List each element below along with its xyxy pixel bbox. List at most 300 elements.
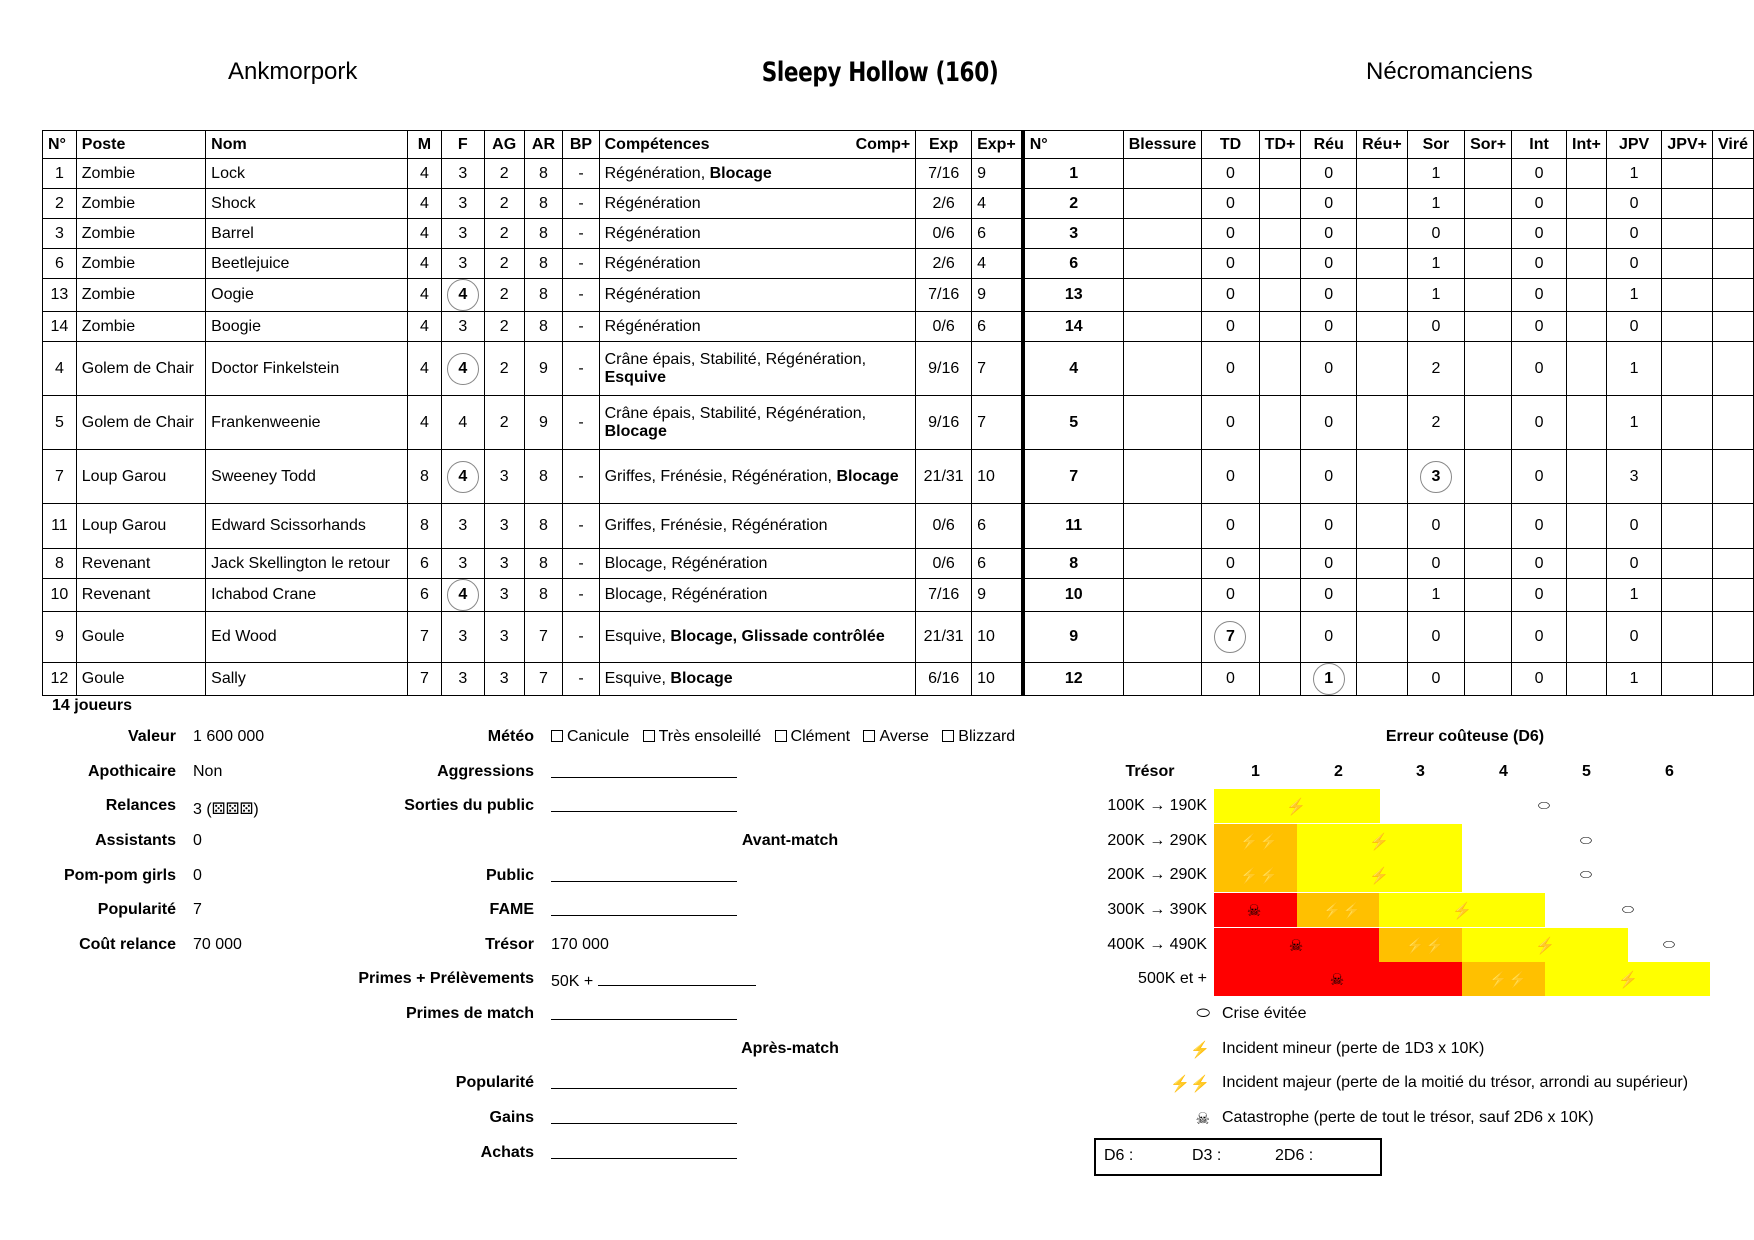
cell-int-plus bbox=[1567, 249, 1607, 279]
cell-sor-plus bbox=[1465, 663, 1512, 696]
cell-exp-value: 2/6 bbox=[932, 194, 955, 212]
cell-competences bbox=[599, 279, 916, 312]
cell-ar bbox=[524, 159, 563, 189]
gains-field[interactable] bbox=[551, 1109, 737, 1124]
cell-bp-value: - bbox=[578, 317, 584, 335]
cell-exp bbox=[916, 279, 972, 312]
cell-blessure bbox=[1123, 504, 1202, 549]
cell-jpv bbox=[1606, 663, 1661, 696]
dice-col-header: 2 bbox=[1334, 763, 1343, 780]
cell-jpv-value: 1 bbox=[1629, 286, 1639, 303]
cell-vire bbox=[1713, 189, 1754, 219]
primes-value: 50K + bbox=[551, 973, 594, 990]
cell-exp-plus-value: 4 bbox=[977, 254, 986, 272]
cell-sor-value: 0 bbox=[1431, 317, 1441, 335]
assistants-label: Assistants bbox=[95, 832, 176, 849]
popularite2-label: Popularité bbox=[455, 1074, 534, 1091]
cell-exp bbox=[916, 612, 972, 663]
cell-sor-plus bbox=[1465, 396, 1512, 450]
meteo-options bbox=[551, 728, 1015, 746]
meteo-label: Météo bbox=[487, 728, 534, 745]
cell-m bbox=[408, 279, 442, 312]
cell-reu-plus bbox=[1357, 219, 1408, 249]
cell-int-plus bbox=[1567, 342, 1607, 396]
cell-bp bbox=[563, 396, 599, 450]
cell-vire bbox=[1713, 612, 1754, 663]
cell-ag-value: 2 bbox=[499, 286, 509, 303]
competences-text: Régénération bbox=[604, 224, 701, 242]
cell-reu-plus bbox=[1357, 189, 1408, 219]
legend-text: Incident majeur (perte de la moitié du trésor, arrondi au supérieur) bbox=[1222, 1074, 1689, 1091]
cell-int bbox=[1512, 396, 1567, 450]
cell-n2 bbox=[1023, 450, 1123, 504]
cell-exp-value: 0/6 bbox=[932, 554, 955, 572]
cell-exp-plus bbox=[972, 504, 1023, 549]
cell-td-plus bbox=[1259, 504, 1301, 549]
cell-exp-plus-value: 6 bbox=[977, 317, 986, 335]
cell-n bbox=[43, 663, 77, 696]
cell-exp-plus bbox=[972, 450, 1023, 504]
cell-bp-value: - bbox=[578, 164, 584, 182]
cell-ar-value: 8 bbox=[539, 164, 548, 182]
cell-jpv bbox=[1606, 249, 1661, 279]
cell-td-value: 0 bbox=[1226, 586, 1235, 603]
cloud-icon: ⬭ bbox=[1580, 832, 1592, 848]
cell-m-value: 8 bbox=[419, 467, 429, 485]
cell-bp-value: - bbox=[578, 413, 584, 431]
cell-int bbox=[1512, 159, 1567, 189]
achats-field[interactable] bbox=[551, 1144, 737, 1159]
cell-int-plus bbox=[1567, 312, 1607, 342]
cell-m-value: 8 bbox=[419, 517, 429, 534]
cell-ar-value: 8 bbox=[539, 586, 548, 603]
meteo-option-label: Canicule bbox=[567, 728, 630, 745]
roster-header-row bbox=[43, 131, 1754, 159]
cell-jpv-plus bbox=[1662, 579, 1713, 612]
competences-text: Griffes, Frénésie, Régénération bbox=[604, 467, 828, 485]
cell-int-value: 0 bbox=[1534, 554, 1544, 572]
cell-reu-value: 0 bbox=[1324, 554, 1334, 572]
skull-icon: ☠ bbox=[1329, 972, 1345, 989]
cell-f-value: 3 bbox=[458, 517, 468, 534]
cell-td bbox=[1202, 279, 1259, 312]
col-nom: Nom bbox=[206, 131, 408, 159]
cell-n2 bbox=[1023, 342, 1123, 396]
popularite-value: 7 bbox=[193, 901, 202, 918]
cell-reu-value: 1 bbox=[1313, 663, 1345, 695]
cell-exp-plus bbox=[972, 279, 1023, 312]
cell-jpv bbox=[1606, 342, 1661, 396]
cell-exp-value: 0/6 bbox=[932, 224, 955, 242]
cell-bp-value: - bbox=[578, 286, 584, 303]
fame-field[interactable] bbox=[551, 901, 737, 916]
col-n: N° bbox=[43, 131, 77, 159]
cell-f-value: 3 bbox=[458, 164, 468, 182]
meteo-option-averse[interactable] bbox=[863, 728, 929, 745]
cell-m bbox=[408, 342, 442, 396]
cell-n2 bbox=[1023, 219, 1123, 249]
cell-exp-plus bbox=[972, 219, 1023, 249]
cell-td-value: 0 bbox=[1226, 317, 1235, 335]
table-row bbox=[43, 219, 1754, 249]
cell-n2-value: 5 bbox=[1069, 413, 1079, 431]
cell-sor bbox=[1407, 663, 1464, 696]
cell-jpv-value: 0 bbox=[1629, 224, 1639, 242]
cell-vire bbox=[1713, 249, 1754, 279]
cell-n2-value: 14 bbox=[1064, 317, 1083, 335]
competences-text: Régénération bbox=[604, 194, 701, 212]
cell-bp bbox=[563, 219, 599, 249]
cell-bp bbox=[563, 450, 599, 504]
cell-jpv-plus bbox=[1662, 189, 1713, 219]
cell-int-value: 0 bbox=[1534, 317, 1544, 335]
cell-exp-plus bbox=[972, 312, 1023, 342]
cell-td-plus bbox=[1259, 189, 1301, 219]
cell-jpv-value: 0 bbox=[1629, 554, 1639, 572]
cell-reu-plus bbox=[1357, 159, 1408, 189]
cell-int bbox=[1512, 342, 1567, 396]
primes-field[interactable] bbox=[598, 971, 756, 986]
meteo-option-label: Averse bbox=[879, 728, 929, 745]
cell-nom bbox=[206, 612, 408, 663]
cell-nom-value: Oogie bbox=[211, 286, 254, 303]
cell-bp bbox=[563, 663, 599, 696]
cell-m bbox=[408, 504, 442, 549]
cell-sor bbox=[1407, 219, 1464, 249]
competences-text: Blocage, Régénération bbox=[604, 586, 768, 603]
apothicaire-value: Non bbox=[193, 763, 223, 780]
cell-bp-value: - bbox=[578, 359, 584, 377]
cell-td-value: 0 bbox=[1226, 194, 1235, 212]
legend-text: Catastrophe (perte de tout le trésor, sauf 2D6 x 10K) bbox=[1222, 1109, 1594, 1126]
cell-reu-value: 0 bbox=[1324, 317, 1334, 335]
competences-text: Régénération bbox=[604, 254, 701, 272]
cell-nom-value: Beetlejuice bbox=[211, 254, 290, 272]
cell-n2 bbox=[1023, 579, 1123, 612]
cell-int-value: 0 bbox=[1534, 467, 1544, 485]
cell-reu-value: 0 bbox=[1324, 164, 1334, 182]
cell-blessure bbox=[1123, 189, 1202, 219]
cell-jpv-value: 1 bbox=[1629, 670, 1639, 687]
cell-ag bbox=[484, 504, 524, 549]
col-vire: Viré bbox=[1713, 131, 1754, 159]
cell-jpv-value: 1 bbox=[1629, 413, 1639, 431]
cell-int bbox=[1512, 312, 1567, 342]
cell-n-value: 6 bbox=[54, 254, 64, 272]
team-race: Nécromanciens bbox=[1366, 58, 1533, 85]
cell-exp bbox=[916, 396, 972, 450]
cell-ag bbox=[484, 312, 524, 342]
cell-jpv bbox=[1606, 159, 1661, 189]
cell-td bbox=[1202, 396, 1259, 450]
cell-ar bbox=[524, 189, 563, 219]
cell-ag-value: 2 bbox=[499, 359, 509, 377]
cell-ag-value: 3 bbox=[499, 554, 509, 572]
cell-jpv bbox=[1606, 450, 1661, 504]
competences-bold: Esquive bbox=[604, 368, 666, 386]
cell-reu bbox=[1301, 249, 1357, 279]
cell-int-value: 0 bbox=[1534, 224, 1544, 242]
cell-ag-value: 3 bbox=[499, 586, 509, 603]
cell-m-value: 6 bbox=[419, 554, 429, 572]
cell-sor-value: 0 bbox=[1431, 670, 1441, 687]
cell-td-value: 7 bbox=[1214, 621, 1246, 653]
aggressions-label: Aggressions bbox=[437, 763, 534, 780]
cell-nom-value: Sweeney Todd bbox=[211, 467, 316, 485]
col-blessure: Blessure bbox=[1123, 131, 1202, 159]
cell-bp-value: - bbox=[578, 517, 584, 534]
cell-m-value: 4 bbox=[419, 359, 429, 377]
cell-td bbox=[1202, 159, 1259, 189]
cell-reu-value: 0 bbox=[1324, 586, 1334, 603]
cell-ag-value: 3 bbox=[499, 628, 509, 645]
cell-competences: Crâne épais, Stabilité, Régénération, Esquive bbox=[599, 342, 916, 396]
cell-ar-value: 8 bbox=[539, 317, 548, 335]
cell-sor-plus bbox=[1465, 159, 1512, 189]
cell-n2-value: 1 bbox=[1069, 164, 1079, 182]
dice-result-box[interactable] bbox=[1094, 1138, 1382, 1176]
cell-nom bbox=[206, 504, 408, 549]
cell-competences: Esquive, Blocage bbox=[599, 663, 916, 696]
cell-m bbox=[408, 219, 442, 249]
competences-text: Crâne épais, Stabilité, Régénération bbox=[604, 404, 862, 422]
cell-td bbox=[1202, 549, 1259, 579]
cell-blessure bbox=[1123, 612, 1202, 663]
competences-bold: Blocage, Glissade contrôlée bbox=[670, 628, 885, 645]
cell-poste bbox=[76, 396, 205, 450]
cell-competences: Griffes, Frénésie, Régénération, Blocage bbox=[599, 450, 916, 504]
col-competences bbox=[599, 131, 916, 159]
cell-ag-value: 3 bbox=[499, 467, 509, 485]
cell-ag-value: 2 bbox=[499, 254, 509, 272]
cell-bp-value: - bbox=[578, 554, 584, 572]
meteo-option-clement[interactable] bbox=[775, 728, 851, 745]
cell-n-value: 8 bbox=[54, 554, 64, 572]
competences-bold: Blocage bbox=[670, 670, 733, 687]
cell-vire bbox=[1713, 450, 1754, 504]
cell-n-value: 9 bbox=[54, 628, 64, 645]
cell-int-value: 0 bbox=[1534, 586, 1544, 603]
cell-jpv-plus bbox=[1662, 279, 1713, 312]
cell-td bbox=[1202, 249, 1259, 279]
cell-n2 bbox=[1023, 549, 1123, 579]
cell-reu-plus bbox=[1357, 312, 1408, 342]
cell-ag bbox=[484, 663, 524, 696]
cell-sor bbox=[1407, 549, 1464, 579]
cell-exp-plus bbox=[972, 396, 1023, 450]
cell-nom-value: Shock bbox=[211, 194, 256, 212]
cell-jpv-value: 0 bbox=[1629, 517, 1639, 534]
cell-nom-value: Frankenweenie bbox=[211, 413, 321, 431]
cell-sor-value: 0 bbox=[1431, 224, 1441, 242]
dice-col-header: 1 bbox=[1251, 763, 1260, 780]
cell-jpv-plus bbox=[1662, 663, 1713, 696]
cell-m bbox=[408, 159, 442, 189]
cell-ar-value: 9 bbox=[539, 413, 548, 431]
cell-reu bbox=[1301, 504, 1357, 549]
cell-exp-plus bbox=[972, 342, 1023, 396]
cell-sor-plus bbox=[1465, 189, 1512, 219]
cell-exp bbox=[916, 249, 972, 279]
cell-sor bbox=[1407, 579, 1464, 612]
dice-col-header: 4 bbox=[1499, 763, 1508, 780]
cell-n-value: 14 bbox=[50, 317, 69, 335]
primes-match-field[interactable] bbox=[551, 1005, 737, 1020]
cell-poste-value: Golem de Chair bbox=[81, 413, 194, 431]
meteo-option-label: Clément bbox=[790, 728, 851, 745]
tresor-range-label: 400K → 490K bbox=[1107, 936, 1207, 953]
double-lightning-icon: ⚡⚡ bbox=[1170, 1076, 1210, 1093]
cell-reu-plus bbox=[1357, 663, 1408, 696]
meteo-option-canicule[interactable] bbox=[551, 728, 629, 745]
cell-sor-value: 2 bbox=[1431, 359, 1441, 377]
sorties-field[interactable] bbox=[551, 797, 737, 812]
table-row bbox=[43, 579, 1754, 612]
cell-int-plus bbox=[1567, 579, 1607, 612]
cell-exp-plus-value: 9 bbox=[977, 586, 986, 603]
public-field[interactable] bbox=[551, 867, 737, 882]
cell-td-plus bbox=[1259, 549, 1301, 579]
cell-vire bbox=[1713, 549, 1754, 579]
cout-relance-value: 70 000 bbox=[193, 936, 242, 953]
cell-ag bbox=[484, 579, 524, 612]
cell-exp-value: 7/16 bbox=[928, 286, 960, 303]
roster-table bbox=[42, 130, 1754, 696]
cell-n-value: 10 bbox=[50, 586, 69, 603]
meteo-option-tres-ensoleille[interactable] bbox=[643, 728, 762, 745]
cell-ag-value: 2 bbox=[499, 164, 509, 182]
cell-td-value: 0 bbox=[1226, 224, 1235, 242]
cell-poste bbox=[76, 159, 205, 189]
cell-ag bbox=[484, 189, 524, 219]
cell-sor-value: 1 bbox=[1431, 164, 1441, 182]
cell-m-value: 4 bbox=[419, 286, 429, 303]
cell-n bbox=[43, 219, 77, 249]
cell-sor bbox=[1407, 396, 1464, 450]
skull-icon: ☠ bbox=[1288, 938, 1304, 955]
cell-sor-value: 1 bbox=[1431, 254, 1441, 272]
col-reu: Réu bbox=[1301, 131, 1357, 159]
cell-td bbox=[1202, 219, 1259, 249]
cell-ag bbox=[484, 342, 524, 396]
col-competences-label: Compétences bbox=[604, 135, 710, 153]
cell-jpv-plus bbox=[1662, 504, 1713, 549]
cell-bp-value: - bbox=[578, 224, 584, 242]
cell-reu-value: 0 bbox=[1324, 224, 1334, 242]
cell-vire bbox=[1713, 663, 1754, 696]
cell-f bbox=[441, 249, 484, 279]
cell-ag bbox=[484, 279, 524, 312]
cell-bp bbox=[563, 579, 599, 612]
meteo-option-blizzard[interactable] bbox=[942, 728, 1015, 745]
cell-jpv bbox=[1606, 219, 1661, 249]
player-count: 14 joueurs bbox=[52, 697, 133, 714]
cell-m-value: 4 bbox=[419, 254, 429, 272]
cell-sor-plus bbox=[1465, 249, 1512, 279]
cell-f bbox=[441, 189, 484, 219]
cell-td-value: 0 bbox=[1226, 554, 1235, 572]
cell-exp-plus-value: 9 bbox=[977, 164, 986, 182]
cell-jpv-plus bbox=[1662, 549, 1713, 579]
table-row bbox=[43, 159, 1754, 189]
cell-poste-value: Revenant bbox=[81, 554, 151, 572]
cell-n2 bbox=[1023, 663, 1123, 696]
col-td: TD bbox=[1202, 131, 1259, 159]
col-sor-plus: Sor+ bbox=[1465, 131, 1512, 159]
cell-exp-plus bbox=[972, 249, 1023, 279]
cell-ag-value: 3 bbox=[499, 670, 509, 687]
cell-sor-value: 1 bbox=[1431, 586, 1441, 603]
cell-td-value: 0 bbox=[1226, 254, 1235, 272]
cell-nom-value: Jack Skellington le retour bbox=[211, 554, 390, 572]
cell-sor bbox=[1407, 249, 1464, 279]
cell-jpv-value: 1 bbox=[1629, 359, 1639, 377]
cell-ar-value: 8 bbox=[539, 254, 548, 272]
cell-sor-plus bbox=[1465, 219, 1512, 249]
cell-td bbox=[1202, 189, 1259, 219]
cell-poste bbox=[76, 663, 205, 696]
cell-exp-plus bbox=[972, 549, 1023, 579]
cell-ag-value: 2 bbox=[499, 317, 509, 335]
aggressions-field[interactable] bbox=[551, 763, 737, 778]
cell-exp-value: 9/16 bbox=[928, 413, 960, 431]
popularite2-field[interactable] bbox=[551, 1074, 737, 1089]
col-ar: AR bbox=[524, 131, 563, 159]
cell-poste bbox=[76, 579, 205, 612]
cell-td-value: 0 bbox=[1226, 359, 1235, 377]
cell-ar-value: 8 bbox=[539, 554, 548, 572]
cell-jpv-value: 0 bbox=[1629, 317, 1639, 335]
cell-exp-plus-value: 7 bbox=[977, 359, 986, 377]
cell-n2-value: 13 bbox=[1064, 286, 1083, 303]
error-table-title: Erreur coûteuse (D6) bbox=[1385, 728, 1545, 745]
cell-td-value: 0 bbox=[1226, 164, 1235, 182]
cell-int-plus bbox=[1567, 189, 1607, 219]
cell-jpv bbox=[1606, 612, 1661, 663]
col-exp: Exp bbox=[916, 131, 972, 159]
cell-td bbox=[1202, 504, 1259, 549]
col-n2: N° bbox=[1023, 131, 1123, 159]
primes-label: Primes + Prélèvements bbox=[358, 970, 534, 987]
cell-exp-value: 0/6 bbox=[932, 317, 955, 335]
cloud-icon: ⬭ bbox=[1538, 797, 1550, 813]
cell-f-value: 3 bbox=[458, 317, 468, 335]
cell-n-value: 7 bbox=[54, 467, 64, 485]
cell-m-value: 4 bbox=[419, 194, 429, 212]
valeur-label: Valeur bbox=[127, 728, 176, 745]
cell-td-plus bbox=[1259, 279, 1301, 312]
cell-ar-value: 8 bbox=[539, 286, 548, 303]
cell-blessure bbox=[1123, 342, 1202, 396]
cell-sor bbox=[1407, 279, 1464, 312]
cell-exp-plus bbox=[972, 663, 1023, 696]
meteo-option-label: Très ensoleillé bbox=[658, 728, 762, 745]
cloud-icon: ⬭ bbox=[1580, 866, 1592, 882]
cell-m bbox=[408, 549, 442, 579]
legend-text: Crise évitée bbox=[1222, 1005, 1307, 1022]
cell-bp bbox=[563, 312, 599, 342]
cell-blessure bbox=[1123, 579, 1202, 612]
cell-sor-plus bbox=[1465, 450, 1512, 504]
cell-ar bbox=[524, 396, 563, 450]
cell-int-plus bbox=[1567, 663, 1607, 696]
cell-n bbox=[43, 612, 77, 663]
cell-exp-plus bbox=[972, 579, 1023, 612]
col-int: Int bbox=[1512, 131, 1567, 159]
cell-td-plus bbox=[1259, 663, 1301, 696]
cell-f-value: 3 bbox=[458, 194, 468, 212]
cell-int-plus bbox=[1567, 549, 1607, 579]
